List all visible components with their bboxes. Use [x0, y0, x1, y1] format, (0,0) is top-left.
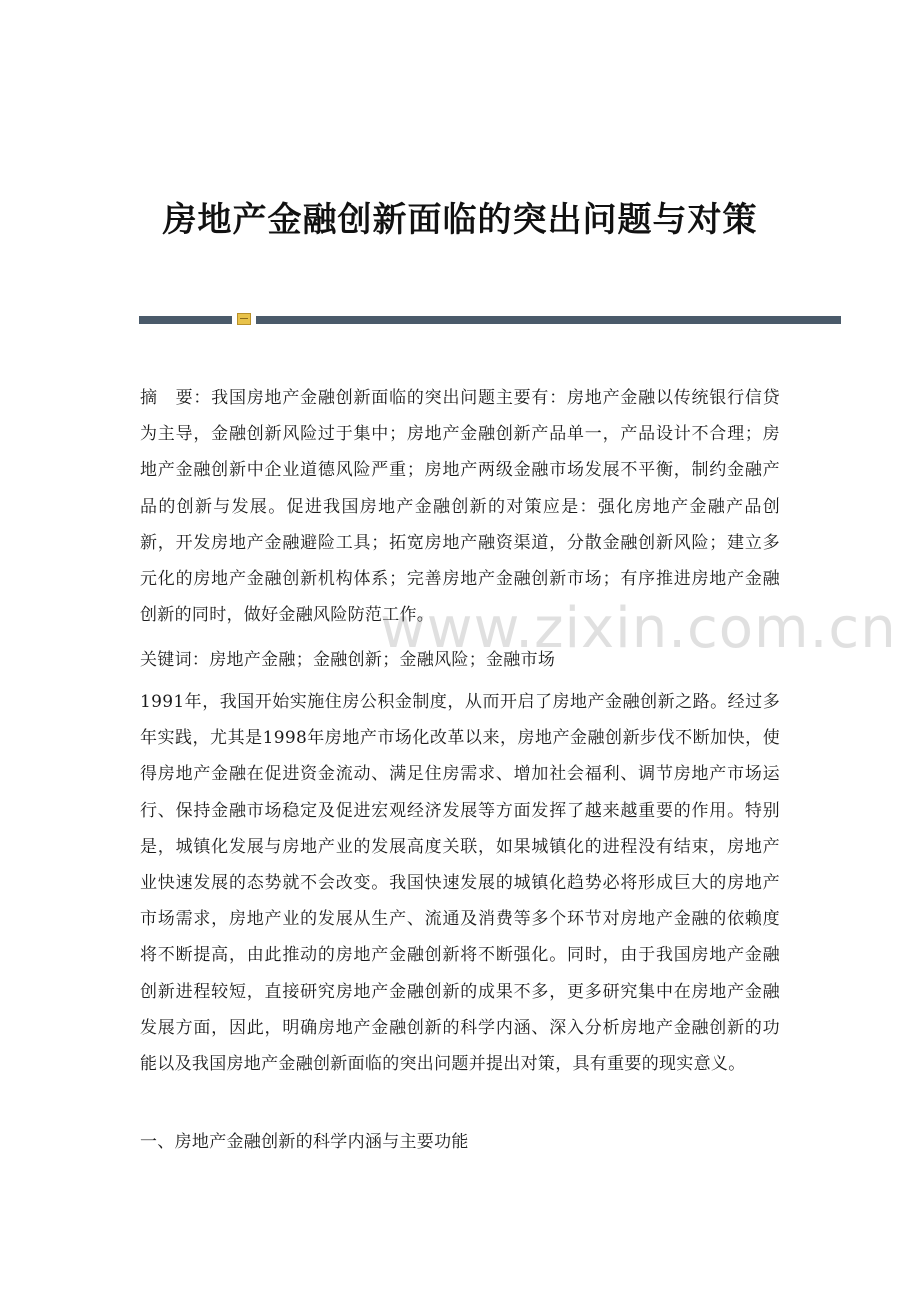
title-divider-right	[256, 316, 841, 324]
title-divider-left	[139, 316, 232, 324]
section-heading: 一、房地产金融创新的科学内涵与主要功能	[140, 1132, 469, 1152]
watermark: www.zixin.com.cn	[380, 596, 897, 661]
abstract-paragraph: 摘 要：我国房地产金融创新面临的突出问题主要有：房地产金融以传统银行信贷为主导，金融创新风险过于集中；房地产金融创新产品单一，产品设计不合理；房地产金融创新中企业道德风险严重；房地产两级金融市场发展不平衡，制约金融产品的创新与发展。促进我国房地产金融创新的对策应是：强化房地产金融产品创新，开发房地产金融避险工具；拓宽房地产融资渠道，分散金融创新风险；建立多元化的房地产金融创新机构体系；完善房地产金融创新市场；有序推进房地产金融创新的同时，做好金融风险防范工作。	[140, 388, 780, 626]
keywords-line: 关键词：房地产金融；金融创新；金融风险；金融市场	[140, 650, 556, 670]
divider-ornament-icon	[237, 313, 251, 325]
intro-paragraph: 1991年，我国开始实施住房公积金制度，从而开启了房地产金融创新之路。经过多年实践，尤其是1998年房地产市场化改革以来，房地产金融创新步伐不断加快，使得房地产金融在促进资金流动、满足住房需求、增加社会福利、调节房地产市场运行、保持金融市场稳定及促进宏观经济发展等方面发挥了越来越重要的作用。特别是，城镇化发展与房地产业的发展高度关联，如果城镇化的进程没有结束，房地产业快速发展的态势就不会改变。我国快速发展的城镇化趋势必将形成巨大的房地产市场需求，房地产业的发展从生产、流通及消费等多个环节对房地产金融的依赖度将不断提高，由此推动的房地产金融创新将不断强化。同时，由于我国房地产金融创新进程较短，直接研究房地产金融创新的成果不多，更多研究集中在房地产金融发展方面，因此，明确房地产金融创新的科学内涵、深入分析房地产金融创新的功能以及我国房地产金融创新面临的突出问题并提出对策，具有重要的现实意义。	[140, 692, 780, 1075]
document-title: 房地产金融创新面临的突出问题与对策	[162, 200, 758, 240]
